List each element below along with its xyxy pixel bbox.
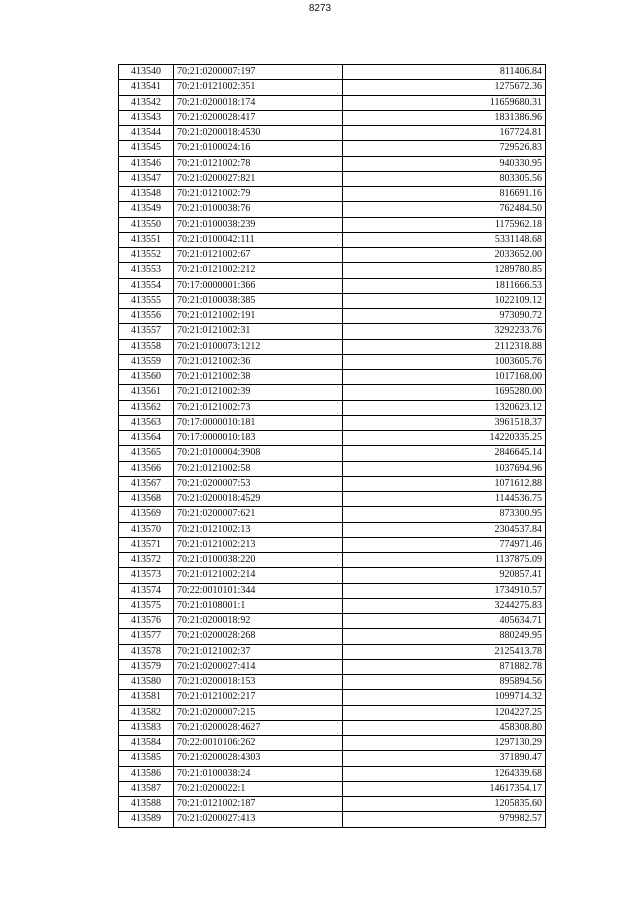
cadastral-number-cell: 70:21:0200028:268 [174, 629, 343, 644]
table-row [119, 781, 546, 796]
table-row [119, 751, 546, 766]
cadastral-number-cell: 70:21:0121002:37 [174, 644, 343, 659]
value-cell: 1144536.75 [343, 492, 546, 507]
row-number-cell: 413564 [119, 431, 174, 446]
value-cell: 405634.71 [343, 614, 546, 629]
value-cell: 1264339.68 [343, 766, 546, 781]
cadastral-number-cell: 70:17:0000010:183 [174, 431, 343, 446]
value-cell: 1099714.32 [343, 690, 546, 705]
row-number-cell: 413588 [119, 797, 174, 812]
cadastral-number-cell: 70:21:0121002:212 [174, 263, 343, 278]
cadastral-number-cell: 70:21:0100038:239 [174, 217, 343, 232]
cadastral-number-cell: 70:22:0010106:262 [174, 736, 343, 751]
value-cell: 1695280.00 [343, 385, 546, 400]
row-number-cell: 413573 [119, 568, 174, 583]
row-number-cell: 413554 [119, 278, 174, 293]
value-cell: 873300.95 [343, 507, 546, 522]
value-cell: 1175962.18 [343, 217, 546, 232]
cadastral-number-cell: 70:21:0121002:38 [174, 370, 343, 385]
value-cell: 371890.47 [343, 751, 546, 766]
table-row [119, 690, 546, 705]
cadastral-number-cell: 70:21:0200028:4303 [174, 751, 343, 766]
row-number-cell: 413562 [119, 400, 174, 415]
table-row [119, 522, 546, 537]
table-row [119, 370, 546, 385]
cadastral-number-cell: 70:21:0121002:39 [174, 385, 343, 400]
table-row [119, 339, 546, 354]
table-row [119, 385, 546, 400]
table-row [119, 217, 546, 232]
row-number-cell: 413581 [119, 690, 174, 705]
value-cell: 940330.95 [343, 156, 546, 171]
table-row [119, 812, 546, 827]
value-cell: 3292233.76 [343, 324, 546, 339]
cadastral-number-cell: 70:21:0200028:417 [174, 110, 343, 125]
value-cell: 895894.56 [343, 675, 546, 690]
row-number-cell: 413557 [119, 324, 174, 339]
value-cell: 880249.95 [343, 629, 546, 644]
value-cell: 871882.78 [343, 659, 546, 674]
table-row [119, 659, 546, 674]
table-row [119, 766, 546, 781]
cadastral-number-cell: 70:22:0010101:344 [174, 583, 343, 598]
cadastral-number-cell: 70:21:0200022:1 [174, 781, 343, 796]
row-number-cell: 413558 [119, 339, 174, 354]
table-row [119, 568, 546, 583]
table-row [119, 141, 546, 156]
table-row [119, 583, 546, 598]
table-row [119, 553, 546, 568]
value-cell: 920857.41 [343, 568, 546, 583]
cadastral-number-cell: 70:21:0121002:58 [174, 461, 343, 476]
value-cell: 729526.83 [343, 141, 546, 156]
cadastral-number-cell: 70:21:0121002:78 [174, 156, 343, 171]
table-row [119, 156, 546, 171]
row-number-cell: 413584 [119, 736, 174, 751]
value-cell: 1017168.00 [343, 370, 546, 385]
value-cell: 1003605.76 [343, 354, 546, 369]
value-cell: 2125413.78 [343, 644, 546, 659]
value-cell: 811406.84 [343, 65, 546, 80]
cadastral-number-cell: 70:21:0200018:153 [174, 675, 343, 690]
row-number-cell: 413544 [119, 126, 174, 141]
cadastral-number-cell: 70:21:0200007:215 [174, 705, 343, 720]
table-row [119, 705, 546, 720]
row-number-cell: 413570 [119, 522, 174, 537]
table-row [119, 476, 546, 491]
value-cell: 1137875.09 [343, 553, 546, 568]
value-cell: 458308.80 [343, 720, 546, 735]
row-number-cell: 413586 [119, 766, 174, 781]
cadastral-number-cell: 70:21:0121002:36 [174, 354, 343, 369]
cadastral-number-cell: 70:21:0100038:385 [174, 293, 343, 308]
table-row [119, 614, 546, 629]
registry-table-body [119, 65, 546, 828]
value-cell: 1811666.53 [343, 278, 546, 293]
cadastral-number-cell: 70:21:0121002:187 [174, 797, 343, 812]
value-cell: 14220335.25 [343, 431, 546, 446]
cadastral-number-cell: 70:21:0121002:217 [174, 690, 343, 705]
cadastral-number-cell: 70:21:0200018:4529 [174, 492, 343, 507]
table-row [119, 415, 546, 430]
table-row [119, 293, 546, 308]
row-number-cell: 413563 [119, 415, 174, 430]
table-row [119, 537, 546, 552]
row-number-cell: 413577 [119, 629, 174, 644]
row-number-cell: 413569 [119, 507, 174, 522]
registry-table [118, 64, 546, 828]
cadastral-number-cell: 70:21:0121002:67 [174, 248, 343, 263]
table-row [119, 736, 546, 751]
row-number-cell: 413549 [119, 202, 174, 217]
cadastral-number-cell: 70:21:0121002:213 [174, 537, 343, 552]
value-cell: 1297130.29 [343, 736, 546, 751]
table-row [119, 95, 546, 110]
value-cell: 2112318.88 [343, 339, 546, 354]
value-cell: 1205835.60 [343, 797, 546, 812]
cadastral-number-cell: 70:21:0108001:1 [174, 598, 343, 613]
row-number-cell: 413567 [119, 476, 174, 491]
cadastral-number-cell: 70:21:0200027:821 [174, 171, 343, 186]
row-number-cell: 413542 [119, 95, 174, 110]
row-number-cell: 413556 [119, 309, 174, 324]
table-row [119, 431, 546, 446]
value-cell: 1734910.57 [343, 583, 546, 598]
value-cell: 1289780.85 [343, 263, 546, 278]
value-cell: 2033652.00 [343, 248, 546, 263]
table-row [119, 507, 546, 522]
value-cell: 774971.46 [343, 537, 546, 552]
table-row [119, 461, 546, 476]
row-number-cell: 413583 [119, 720, 174, 735]
table-row [119, 309, 546, 324]
row-number-cell: 413561 [119, 385, 174, 400]
value-cell: 979982.57 [343, 812, 546, 827]
table-row [119, 675, 546, 690]
row-number-cell: 413579 [119, 659, 174, 674]
cadastral-number-cell: 70:21:0200018:92 [174, 614, 343, 629]
row-number-cell: 413578 [119, 644, 174, 659]
row-number-cell: 413585 [119, 751, 174, 766]
table-row [119, 446, 546, 461]
value-cell: 1071612.88 [343, 476, 546, 491]
value-cell: 1204227.25 [343, 705, 546, 720]
row-number-cell: 413565 [119, 446, 174, 461]
table-row [119, 171, 546, 186]
row-number-cell: 413576 [119, 614, 174, 629]
value-cell: 14617354.17 [343, 781, 546, 796]
row-number-cell: 413582 [119, 705, 174, 720]
row-number-cell: 413559 [119, 354, 174, 369]
row-number-cell: 413589 [119, 812, 174, 827]
table-row [119, 248, 546, 263]
table-row [119, 797, 546, 812]
row-number-cell: 413574 [119, 583, 174, 598]
row-number-cell: 413545 [119, 141, 174, 156]
row-number-cell: 413550 [119, 217, 174, 232]
row-number-cell: 413575 [119, 598, 174, 613]
row-number-cell: 413548 [119, 187, 174, 202]
table-row [119, 126, 546, 141]
value-cell: 3961518.37 [343, 415, 546, 430]
table-row [119, 720, 546, 735]
table-row [119, 492, 546, 507]
value-cell: 2846645.14 [343, 446, 546, 461]
table-row [119, 232, 546, 247]
row-number-cell: 413587 [119, 781, 174, 796]
cadastral-number-cell: 70:21:0200007:53 [174, 476, 343, 491]
row-number-cell: 413541 [119, 80, 174, 95]
table-row [119, 629, 546, 644]
cadastral-number-cell: 70:21:0100042:111 [174, 232, 343, 247]
table-row [119, 110, 546, 125]
cadastral-number-cell: 70:21:0200007:621 [174, 507, 343, 522]
row-number-cell: 413543 [119, 110, 174, 125]
value-cell: 1831386.96 [343, 110, 546, 125]
table-row [119, 598, 546, 613]
value-cell: 2304537.84 [343, 522, 546, 537]
row-number-cell: 413572 [119, 553, 174, 568]
cadastral-number-cell: 70:21:0121002:13 [174, 522, 343, 537]
cadastral-number-cell: 70:21:0121002:191 [174, 309, 343, 324]
cadastral-number-cell: 70:21:0100073:1212 [174, 339, 343, 354]
page-number: 8273 [308, 3, 332, 14]
cadastral-number-cell: 70:21:0200018:4530 [174, 126, 343, 141]
table-row [119, 324, 546, 339]
row-number-cell: 413546 [119, 156, 174, 171]
row-number-cell: 413552 [119, 248, 174, 263]
row-number-cell: 413571 [119, 537, 174, 552]
cadastral-number-cell: 70:21:0121002:79 [174, 187, 343, 202]
row-number-cell: 413560 [119, 370, 174, 385]
value-cell: 803305.56 [343, 171, 546, 186]
cadastral-number-cell: 70:21:0100024:16 [174, 141, 343, 156]
cadastral-number-cell: 70:21:0200007:197 [174, 65, 343, 80]
row-number-cell: 413580 [119, 675, 174, 690]
cadastral-number-cell: 70:21:0200027:413 [174, 812, 343, 827]
cadastral-number-cell: 70:21:0100038:24 [174, 766, 343, 781]
table-row [119, 400, 546, 415]
row-number-cell: 413547 [119, 171, 174, 186]
value-cell: 1275672.36 [343, 80, 546, 95]
value-cell: 1037694.96 [343, 461, 546, 476]
table-row [119, 354, 546, 369]
row-number-cell: 413553 [119, 263, 174, 278]
table-row [119, 263, 546, 278]
row-number-cell: 413566 [119, 461, 174, 476]
table-row [119, 187, 546, 202]
row-number-cell: 413568 [119, 492, 174, 507]
cadastral-number-cell: 70:21:0100038:76 [174, 202, 343, 217]
cadastral-number-cell: 70:21:0200028:4627 [174, 720, 343, 735]
row-number-cell: 413551 [119, 232, 174, 247]
cadastral-number-cell: 70:21:0100038:220 [174, 553, 343, 568]
value-cell: 1022109.12 [343, 293, 546, 308]
value-cell: 167724.81 [343, 126, 546, 141]
cadastral-number-cell: 70:21:0121002:73 [174, 400, 343, 415]
row-number-cell: 413555 [119, 293, 174, 308]
value-cell: 11659680.31 [343, 95, 546, 110]
table-row [119, 65, 546, 80]
value-cell: 5331148.68 [343, 232, 546, 247]
value-cell: 762484.50 [343, 202, 546, 217]
table-row [119, 80, 546, 95]
table-row [119, 202, 546, 217]
table-row [119, 644, 546, 659]
cadastral-number-cell: 70:21:0121002:214 [174, 568, 343, 583]
table-row [119, 278, 546, 293]
value-cell: 1320623.12 [343, 400, 546, 415]
cadastral-number-cell: 70:21:0121002:31 [174, 324, 343, 339]
value-cell: 816691.16 [343, 187, 546, 202]
value-cell: 3244275.83 [343, 598, 546, 613]
cadastral-number-cell: 70:21:0200027:414 [174, 659, 343, 674]
cadastral-number-cell: 70:17:0000010:181 [174, 415, 343, 430]
cadastral-number-cell: 70:21:0121002:351 [174, 80, 343, 95]
row-number-cell: 413540 [119, 65, 174, 80]
cadastral-number-cell: 70:21:0200018:174 [174, 95, 343, 110]
value-cell: 973090.72 [343, 309, 546, 324]
cadastral-number-cell: 70:21:0100004:3908 [174, 446, 343, 461]
cadastral-number-cell: 70:17:0000001:366 [174, 278, 343, 293]
